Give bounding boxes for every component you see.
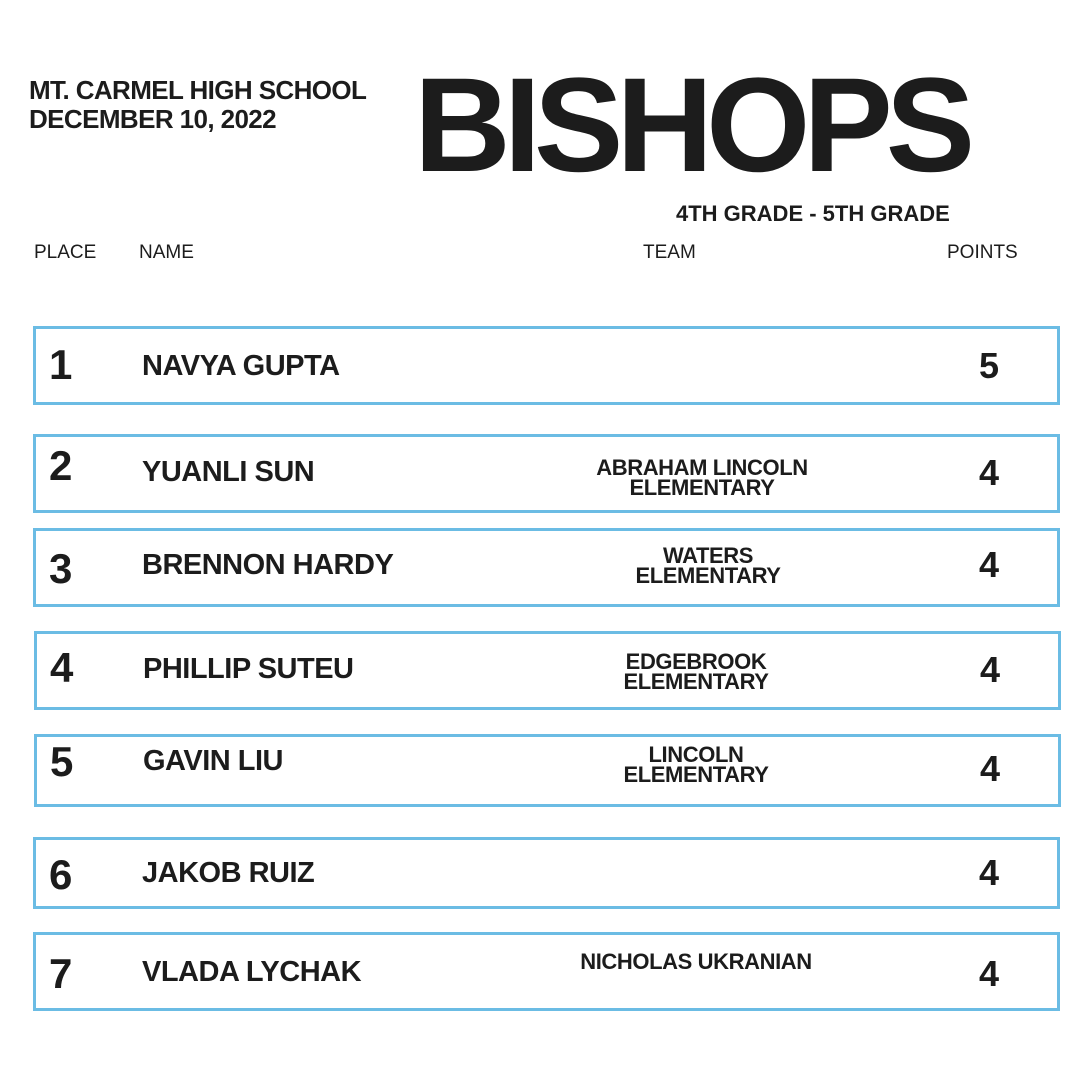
result-team: NICHOLAS UKRANIAN: [580, 949, 812, 974]
result-points: 4: [978, 852, 1000, 893]
school-info: [29, 76, 366, 134]
result-name: PHILLIP SUTEU: [143, 653, 354, 685]
result-row: [33, 528, 1060, 607]
result-name: VLADA LYCHAK: [142, 956, 362, 988]
column-header-team: TEAM: [643, 242, 696, 263]
column-header-name: NAME: [139, 242, 194, 263]
result-row: [34, 734, 1061, 807]
result-points: 5: [978, 345, 1000, 386]
result-name: GAVIN LIU: [143, 745, 283, 777]
event-date: DECEMBER 10, 2022: [29, 104, 277, 134]
result-team: ABRAHAM LINCOLN ELEMENTARY: [596, 455, 808, 500]
grade-range: 4TH GRADE - 5TH GRADE: [676, 201, 950, 226]
result-row: [33, 932, 1060, 1011]
result-row: [34, 631, 1061, 710]
column-header-place: PLACE: [34, 242, 97, 263]
result-place: 1: [49, 341, 73, 388]
result-row: [33, 434, 1060, 513]
result-place: 4: [50, 644, 74, 691]
result-points: 4: [979, 649, 1001, 690]
school-name: MT. CARMEL HIGH SCHOOL: [29, 75, 367, 105]
result-points: 4: [978, 544, 1000, 585]
result-team: LINCOLN ELEMENTARY: [623, 742, 769, 787]
result-name: BRENNON HARDY: [142, 549, 394, 581]
result-place: 3: [49, 545, 73, 592]
result-place: 6: [49, 851, 73, 898]
result-name: YUANLI SUN: [142, 456, 315, 488]
result-row: [33, 837, 1060, 909]
page-title: BISHOPS: [414, 51, 969, 200]
result-name: JAKOB RUIZ: [142, 857, 315, 889]
result-row: [33, 326, 1060, 405]
result-points: 4: [978, 452, 1000, 493]
result-points: 4: [978, 953, 1000, 994]
result-name: NAVYA GUPTA: [142, 350, 340, 382]
column-header-points: POINTS: [947, 242, 1018, 263]
result-points: 4: [979, 748, 1001, 789]
result-team: EDGEBROOK ELEMENTARY: [623, 649, 769, 694]
result-place: 2: [49, 442, 73, 489]
result-place: 5: [50, 738, 74, 785]
result-place: 7: [49, 950, 73, 997]
result-team: WATERS ELEMENTARY: [635, 543, 781, 588]
